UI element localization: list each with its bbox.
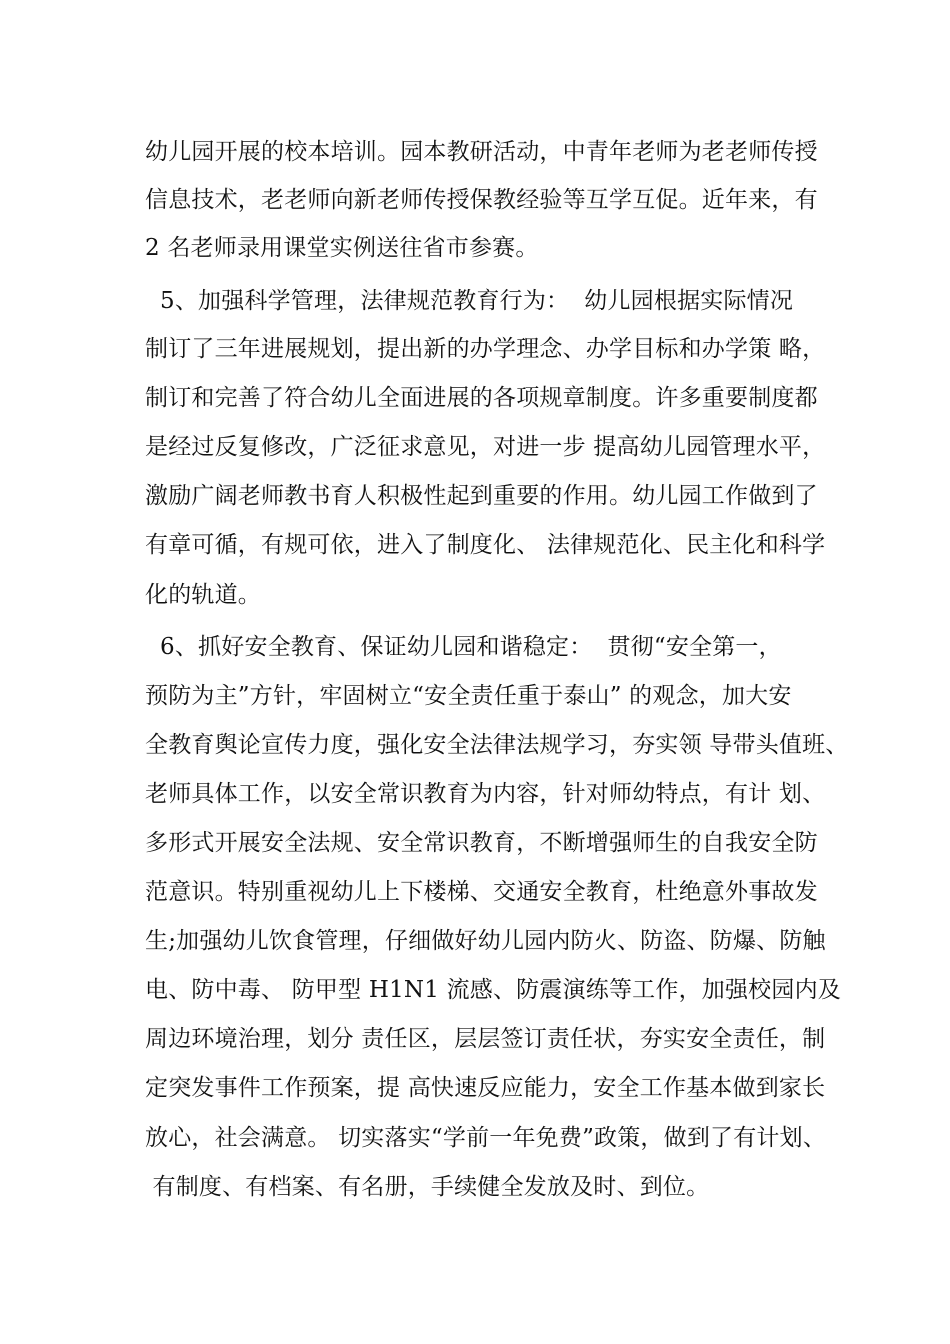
text-line-7: 是经过反复修改，广泛征求意见，对进一步 提高幼儿园管理水平，	[145, 434, 826, 460]
text-line-8: 激励广阔老师教书育人积极性起到重要的作用。幼儿园工作做到了	[145, 483, 818, 509]
text-line-19: 周边环境治理，划分 责任区，层层签订责任状，夯实安全责任，制	[145, 1026, 826, 1052]
text-line-13: 全教育舆论宣传力度，强化安全法律法规学习，夯实领 导带头值班、	[145, 732, 849, 758]
text-line-10: 化的轨道。	[145, 582, 261, 608]
text-line-6: 制订和完善了符合幼儿全面进展的各项规章制度。许多重要制度都	[145, 385, 818, 411]
text-line-14: 老师具体工作，以安全常识教育为内容，针对师幼特点，有计 划、	[145, 781, 826, 807]
text-line-17: 生;加强幼儿饮食管理，仔细做好幼儿园内防火、防盗、防爆、防触	[145, 928, 826, 954]
text-line-1: 幼儿园开展的校本培训。园本教研活动，中青年老师为老老师传授	[145, 139, 818, 165]
text-line-11: 6、抓好安全教育、保证幼儿园和谐稳定： 贯彻“安全第一，	[145, 634, 782, 660]
text-line-12: 预防为主”方针，牢固树立“安全责任重于泰山” 的观念，加大安	[145, 683, 792, 709]
text-line-21: 放心，社会满意。 切实落实“学前一年免费”政策，做到了有计划、	[145, 1125, 827, 1151]
text-line-18: 电、防中毒、 防甲型 H1N1 流感、防震演练等工作，加强校园内及	[145, 977, 841, 1003]
text-line-3: 2 名老师录用课堂实例送往省市参赛。	[145, 235, 539, 261]
text-line-15: 多形式开展安全法规、安全常识教育，不断增强师生的自我安全防	[145, 830, 818, 856]
text-line-2: 信息技术，老老师向新老师传授保教经验等互学互促。近年来，有	[145, 187, 818, 213]
text-line-16: 范意识。特别重视幼儿上下楼梯、交通安全教育，杜绝意外事故发	[145, 879, 818, 905]
text-line-22: 有制度、有档案、有名册，手续健全发放及时、到位。	[145, 1174, 710, 1200]
text-line-4: 5、加强科学管理，法律规范教育行为： 幼儿园根据实际情况	[145, 288, 794, 314]
text-line-5: 制订了三年进展规划，提出新的办学理念、办学目标和办学策 略，	[145, 336, 826, 362]
text-line-9: 有章可循，有规可依，进入了制度化、 法律规范化、民主化和科学	[145, 532, 826, 558]
text-line-20: 定突发事件工作预案，提 高快速反应能力，安全工作基本做到家长	[145, 1075, 826, 1101]
